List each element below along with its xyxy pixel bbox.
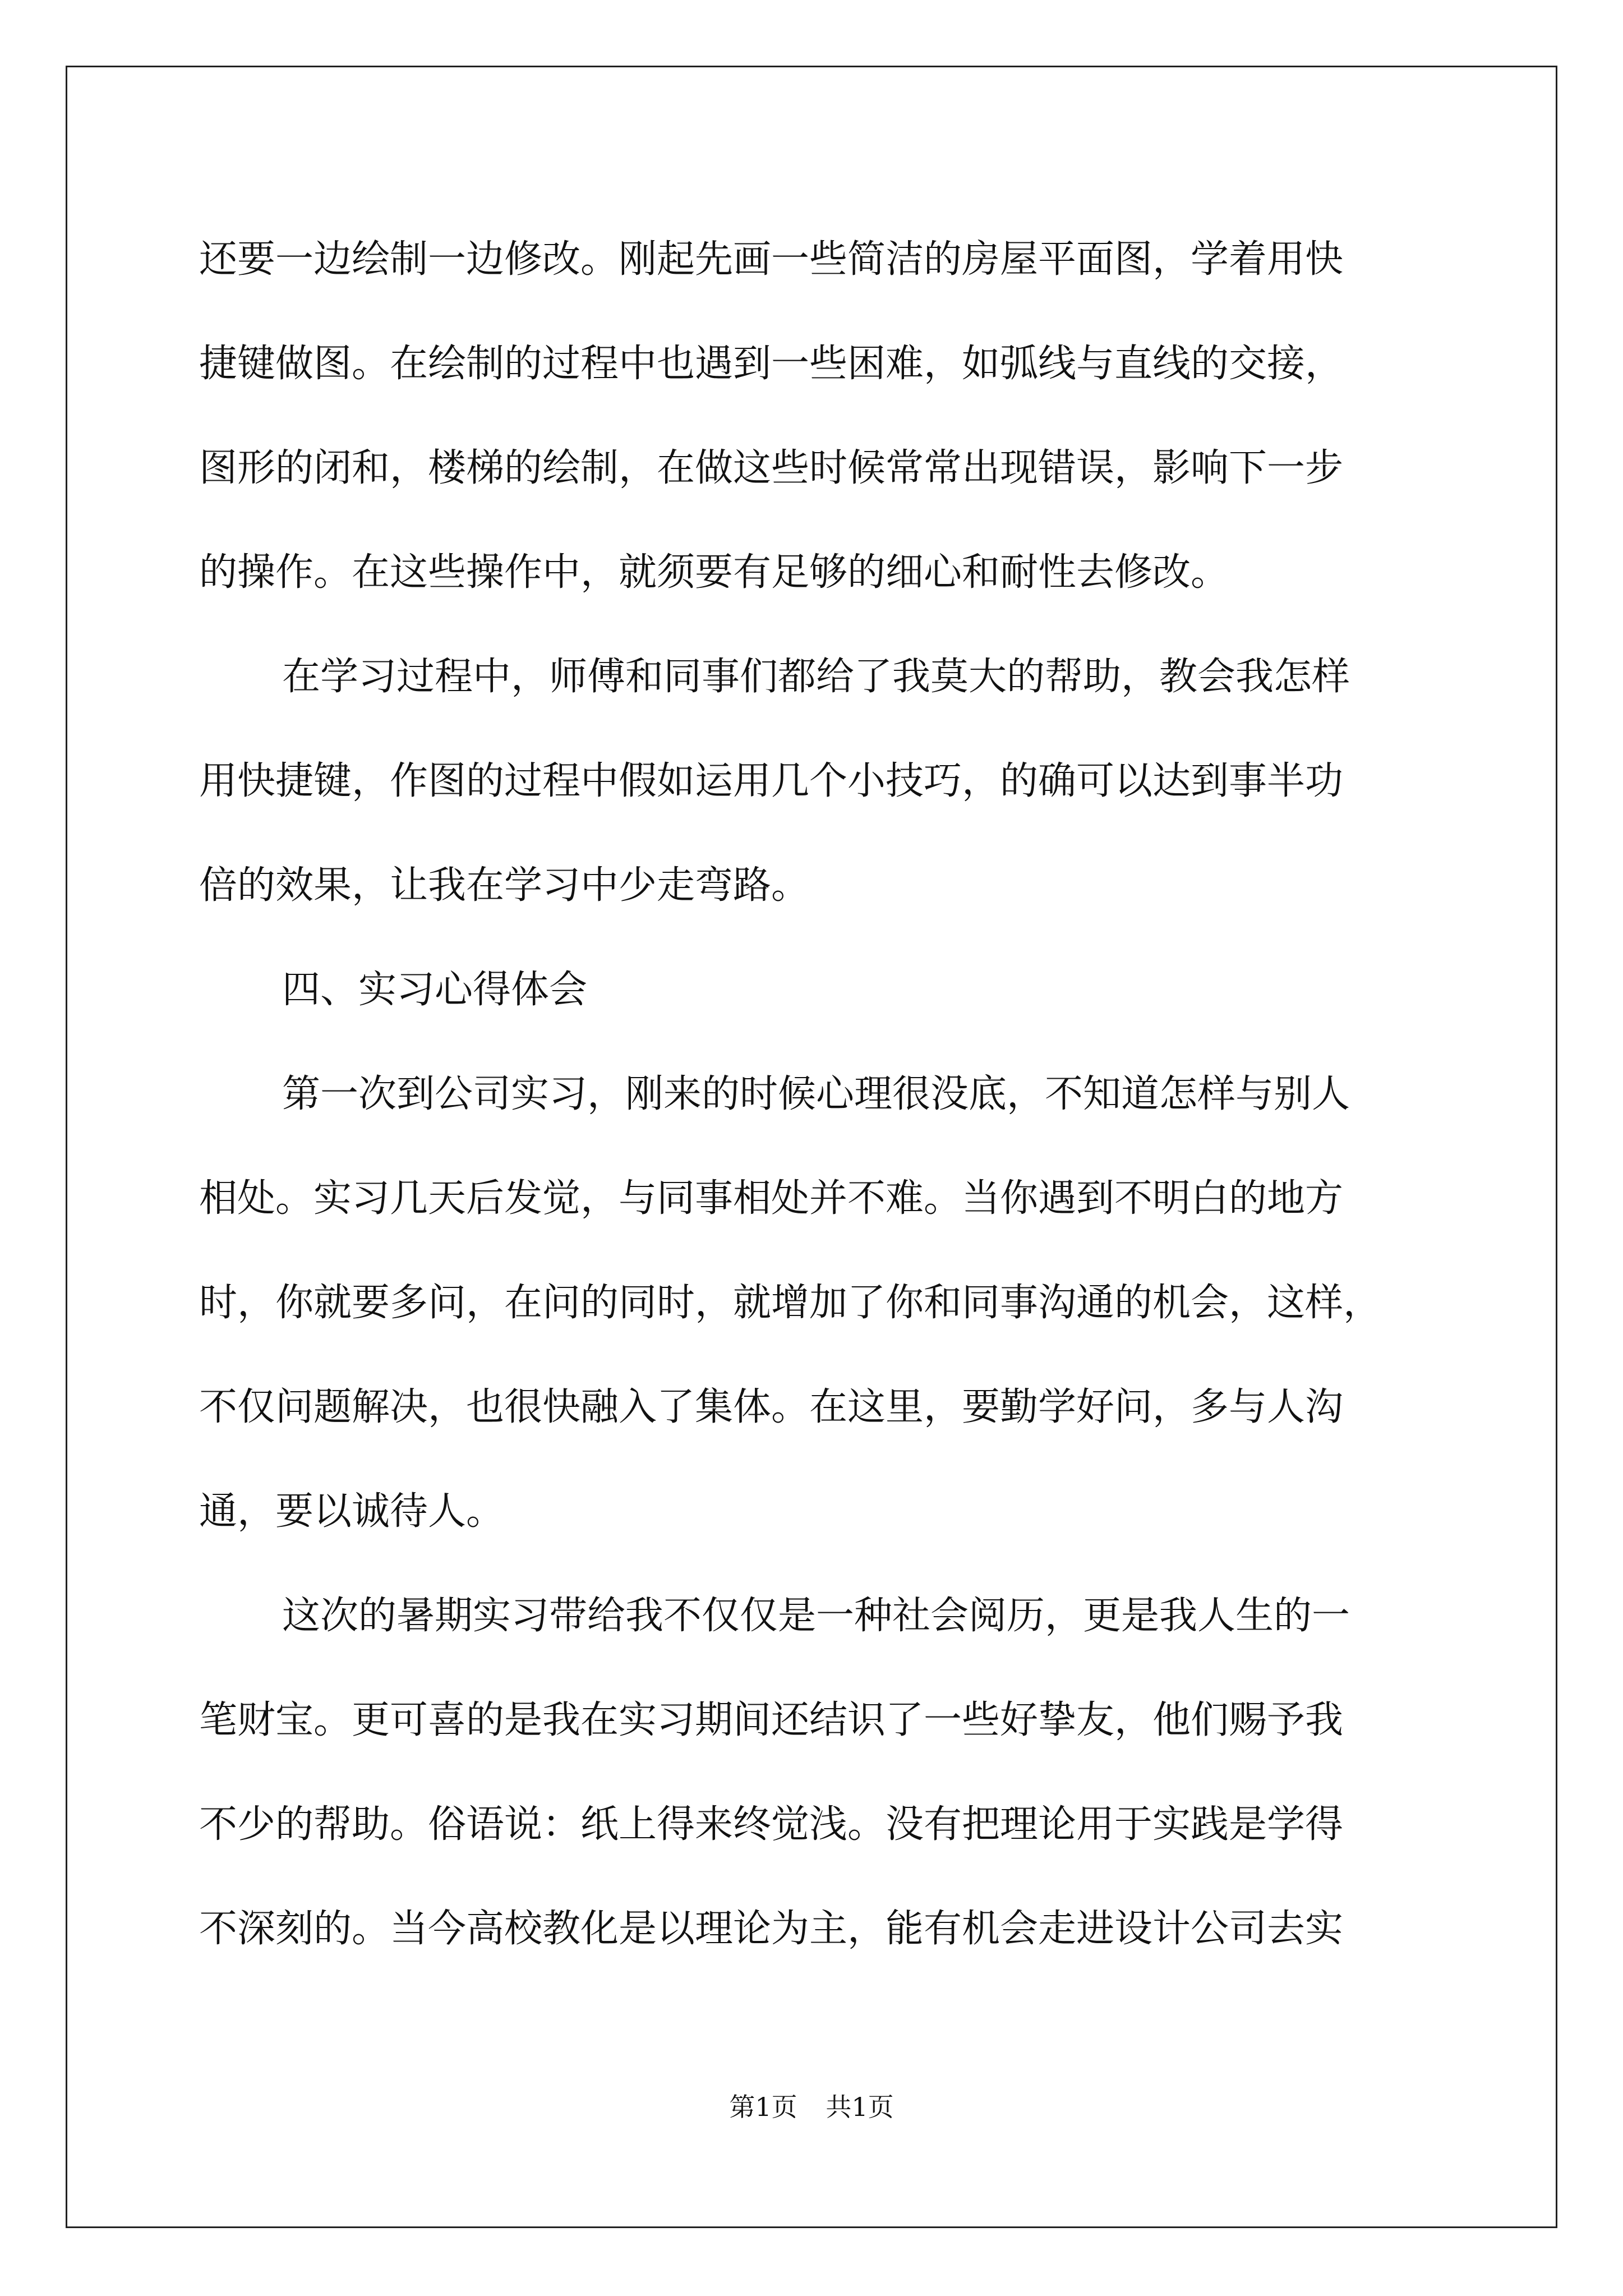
page-number-total: 共1页: [826, 2092, 894, 2122]
text-line: 不深刻的。当今高校教化是以理论为主，能有机会走进设计公司去实: [199, 1907, 1344, 1951]
text-line: 四、实习心得体会: [282, 968, 588, 1012]
text-line: 用快捷键，作图的过程中假如运用几个小技巧，的确可以达到事半功: [199, 759, 1344, 803]
text-line: 第一次到公司实习，刚来的时候心理很没底，不知道怎样与别人: [282, 1072, 1350, 1116]
text-line: 捷键做图。在绘制的过程中也遇到一些困难，如弧线与直线的交接，: [199, 342, 1344, 386]
text-line: 不仅问题解决，也很快融入了集体。在这里，要勤学好问，多与人沟: [199, 1385, 1344, 1429]
text-line: 在学习过程中，师傅和同事们都给了我莫大的帮助，教会我怎样: [282, 655, 1350, 699]
text-line: 相处。实习几天后发觉，与同事相处并不难。当你遇到不明白的地方: [199, 1176, 1344, 1221]
document-body: [199, 208, 1444, 1981]
text-line: 不少的帮助。俗语说：纸上得来终觉浅。没有把理论用于实践是学得: [199, 1802, 1344, 1847]
text-line: 通，要以诚待人。: [199, 1489, 505, 1534]
text-line: 笔财宝。更可喜的是我在实习期间还结识了一些好挚友，他们赐予我: [199, 1698, 1344, 1742]
text-line: 还要一边绘制一边修改。刚起先画一些简洁的房屋平面图，学着用快: [199, 237, 1344, 282]
page-footer: [0, 2087, 1623, 2124]
text-line: 的操作。在这些操作中，就须要有足够的细心和耐性去修改。: [199, 550, 1229, 595]
text-line: 图形的闭和，楼梯的绘制，在做这些时候常常出现错误，影响下一步: [199, 446, 1344, 490]
text-line: 这次的暑期实习带给我不仅仅是一种社会阅历，更是我人生的一: [282, 1594, 1350, 1638]
text-line: 时，你就要多问，在问的同时，就增加了你和同事沟通的机会，这样，: [199, 1281, 1382, 1325]
text-line: 倍的效果，让我在学习中少走弯路。: [199, 863, 810, 908]
page-number-current: 第1页: [729, 2092, 797, 2122]
